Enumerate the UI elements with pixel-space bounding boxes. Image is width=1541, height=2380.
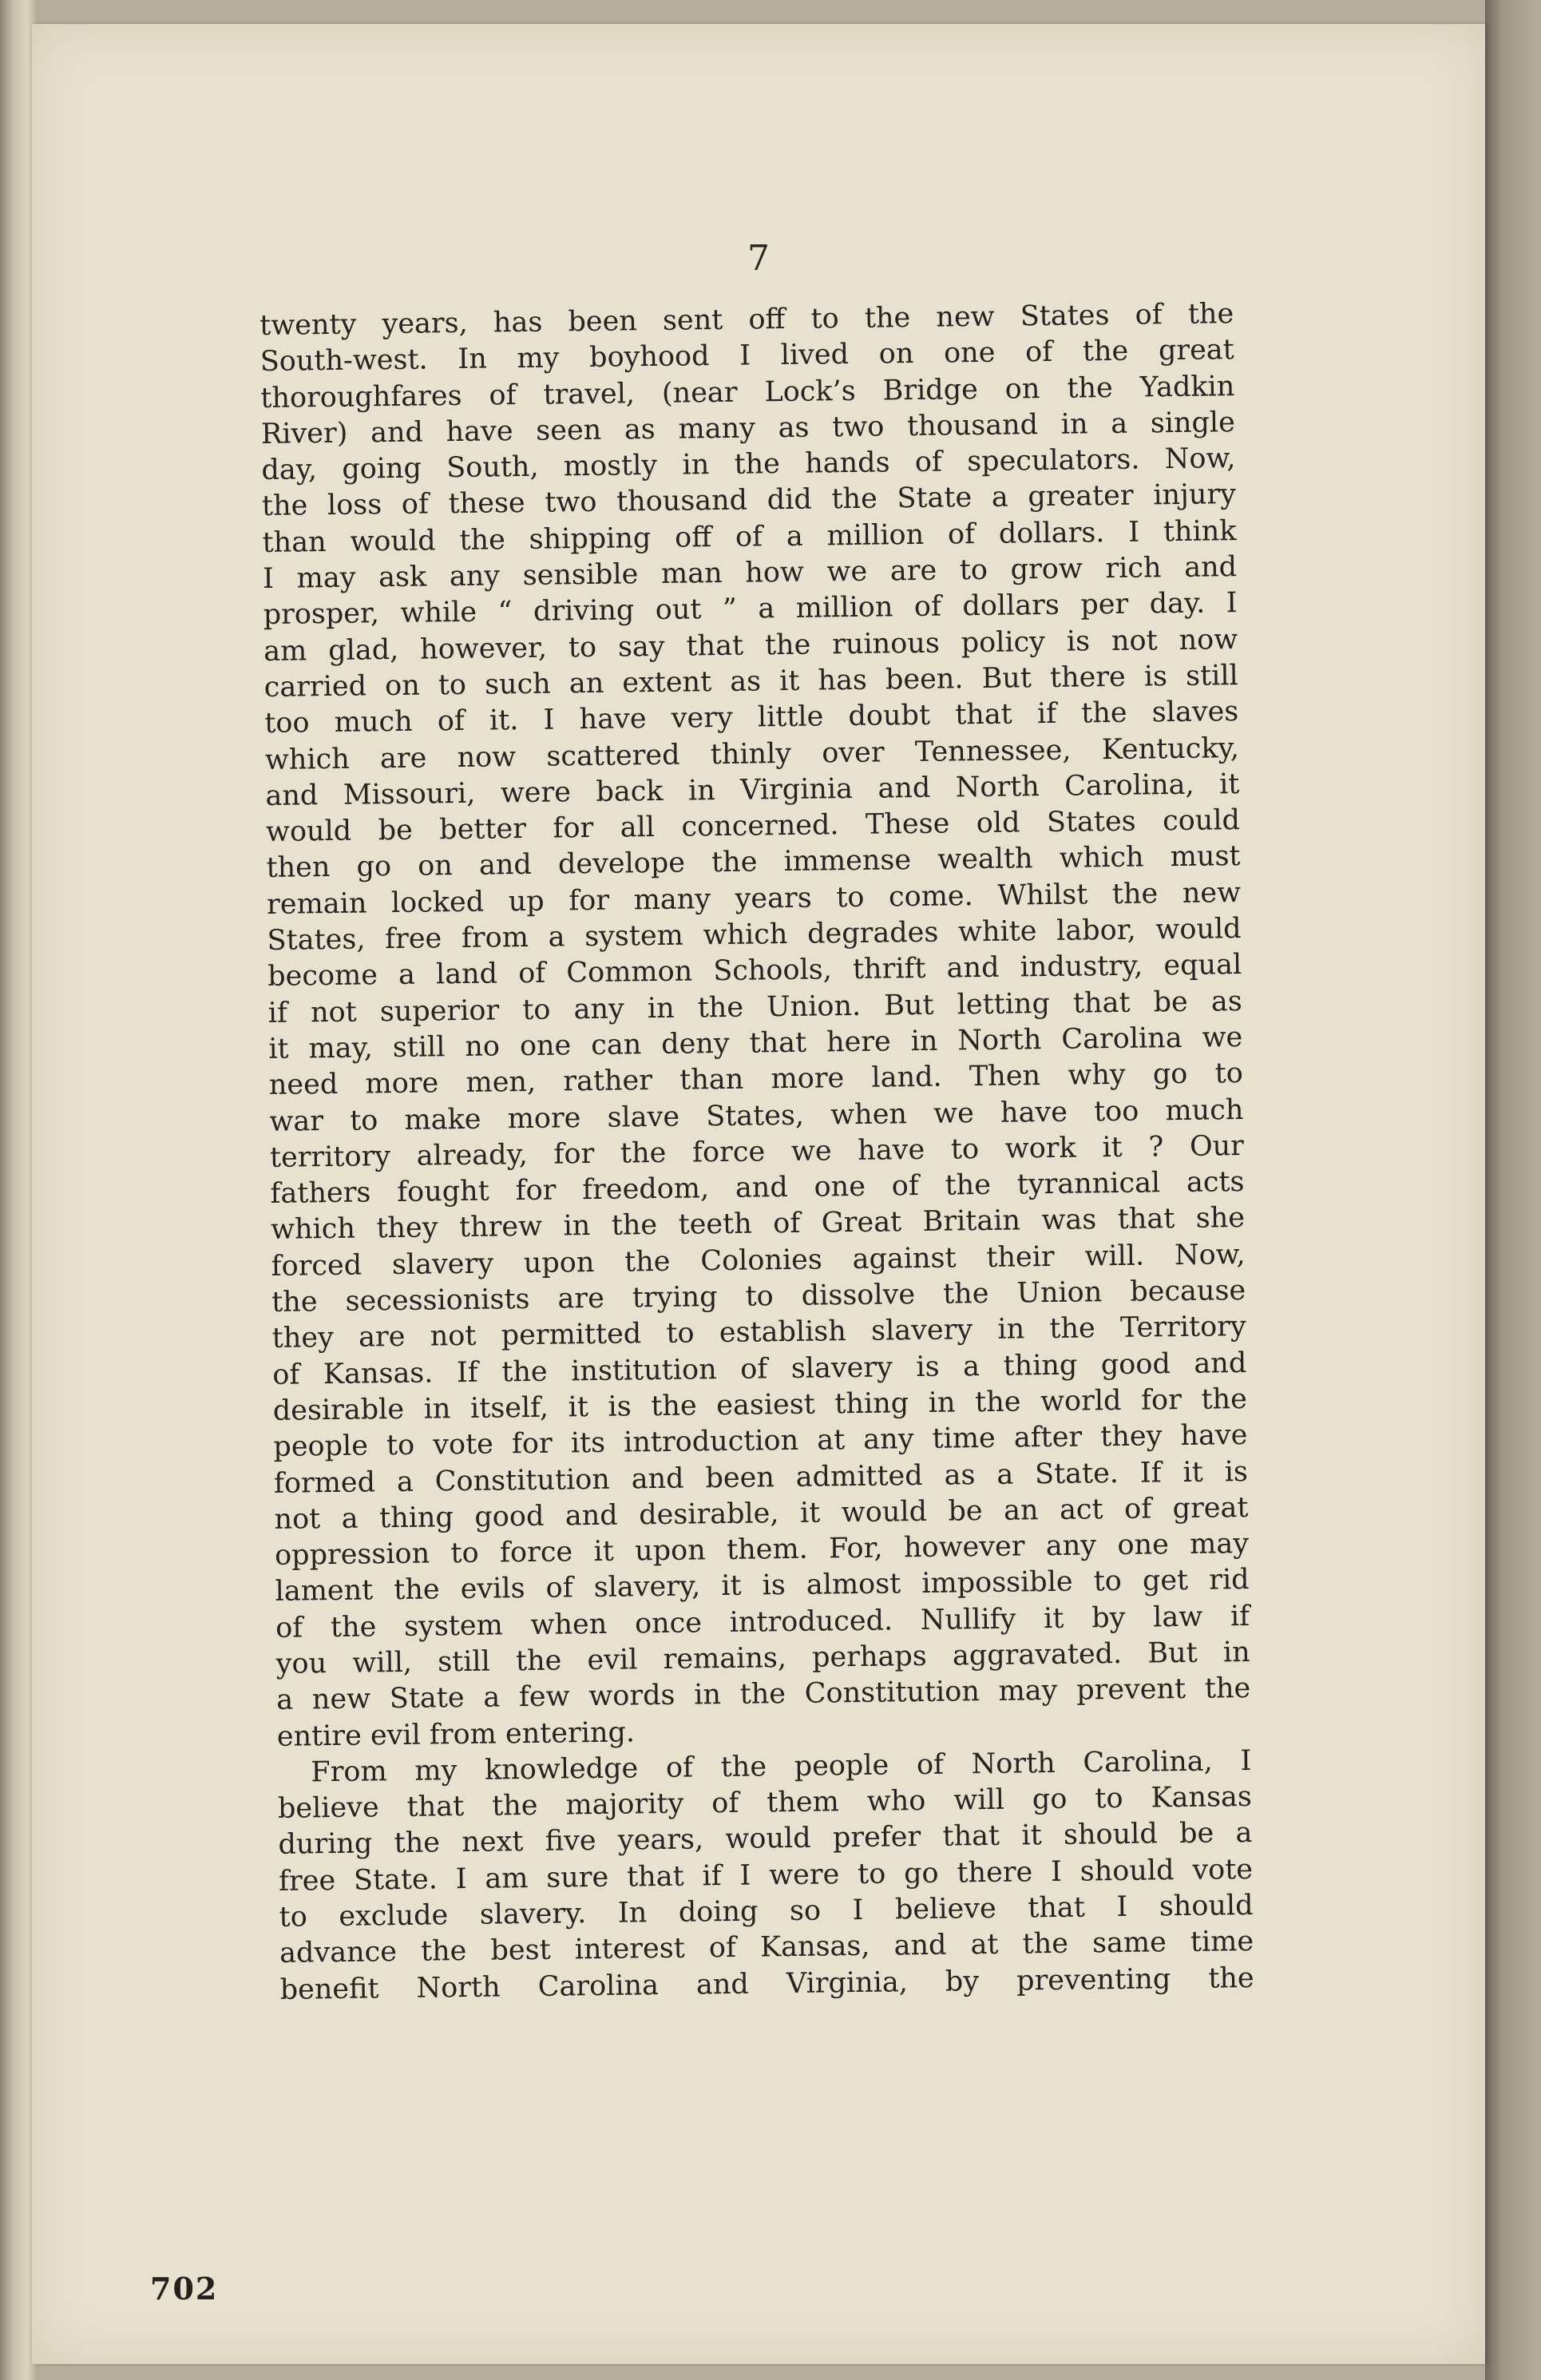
text-line: free State. I am sure that if I were to go there I should vote (278, 1853, 1254, 1898)
text-line: you will, still the evil remains, perhaps aggravated. But in (275, 1636, 1250, 1680)
text-line: River) and have seen as many as two thousand in a single (260, 406, 1236, 450)
text-line: benefit North Carolina and Virginia, by preventing the (279, 1962, 1254, 2006)
text-line: States, free from a system which degrades white labor, would (267, 913, 1242, 957)
text-line: become a land of Common Schools, thrift and industry, equal (267, 949, 1242, 994)
text-line: desirable in itself, it is the easiest thing in the world for the (272, 1382, 1248, 1427)
text-line: not a thing good and desirable, it would be an act of great (274, 1491, 1249, 1536)
text-line: of Kansas. If the institution of slavery is a thing good and (272, 1347, 1247, 1391)
text-line: they are not permitted to establish slavery in the Territory (271, 1311, 1246, 1355)
text-line: the loss of these two thousand did the State a greater injury (261, 478, 1237, 523)
text-line: territory already, for the force we have to work it ? Our (269, 1129, 1245, 1174)
text-line: I may ask any sensible man how we are to grow rich and (262, 551, 1238, 596)
text-line: entire evil from entering. (276, 1716, 636, 1753)
archive-page-number: 702 (150, 2271, 219, 2307)
text-line: lament the evils of slavery, it is almost impossible to get rid (275, 1564, 1250, 1608)
text-line: a new State a few words in the Constitution may prevent the (276, 1672, 1251, 1717)
text-line: would be better for all concerned. These old States could (265, 804, 1241, 849)
text-line: am glad, however, to say that the ruinous policy is not now (263, 623, 1238, 668)
text-line: and Missouri, were back in Virginia and North Carolina, it (265, 768, 1240, 812)
text-line: twenty years, has been sent off to the new States of the (259, 298, 1234, 342)
text-line: during the next five years, would prefer that it should be a (278, 1817, 1253, 1862)
text-line: thoroughfares of travel, (near Lock’s Bridge on the Yadkin (260, 370, 1235, 415)
text-line: formed a Constitution and been admitted as a State. If it is (273, 1455, 1249, 1500)
text-line: day, going South, mostly in the hands of speculators. Now, (261, 442, 1236, 487)
text-line: believe that the majority of them who will go to Kansas (277, 1781, 1253, 1826)
page-number: 7 (747, 238, 770, 279)
text-line: it may, still no one can deny that here in North Carolina we (268, 1021, 1243, 1065)
text-line: if not superior to any in the Union. But letting that be as (267, 985, 1242, 1029)
text-line: carried on to such an extent as it has been. But there is still (263, 660, 1238, 704)
text-line: forced slavery upon the Colonies against their will. Now, (271, 1238, 1246, 1283)
text-line: From my knowledge of the people of North Carolina, I (311, 1744, 1252, 1789)
text-line: South-west. In my boyhood I lived on one of the great (259, 334, 1234, 379)
text-line: fathers fought for freedom, and one of the tyrannical acts (270, 1166, 1245, 1211)
text-line: to exclude slavery. In doing so I believe that I should (279, 1890, 1254, 1934)
text-line: too much of it. I have very little doubt that if the slaves (264, 696, 1239, 740)
text-line: than would the shipping off of a million of dollars. I think (262, 514, 1237, 559)
text-line: which they threw in the teeth of Great Britain was that she (270, 1202, 1246, 1247)
text-line: prosper, while “ driving out ” a million of dollars per day. I (263, 587, 1238, 632)
text-line: need more men, rather than more land. Then why go to (268, 1057, 1244, 1102)
text-line: advance the best interest of Kansas, and at the same time (279, 1926, 1254, 1970)
text-line: war to make more slave States, when we have too much (269, 1093, 1244, 1138)
text-line: which are now scattered thinly over Tennessee, Kentucky, (264, 732, 1240, 776)
body-text (259, 296, 1254, 2009)
text-line: oppression to force it upon them. For, however any one may (274, 1528, 1250, 1572)
text-line: then go on and develope the immense wealth which must (266, 840, 1241, 885)
text-line: the secessionists are trying to dissolve the Union because (271, 1275, 1246, 1319)
text-line: people to vote for its introduction at any time after they have (273, 1419, 1248, 1464)
document-page (32, 24, 1485, 2364)
right-page-edge (1485, 0, 1541, 2380)
text-line: remain locked up for many years to come. Whilst the new (266, 876, 1242, 921)
text-line: of the system when once introduced. Nullify it by law if (275, 1600, 1250, 1644)
